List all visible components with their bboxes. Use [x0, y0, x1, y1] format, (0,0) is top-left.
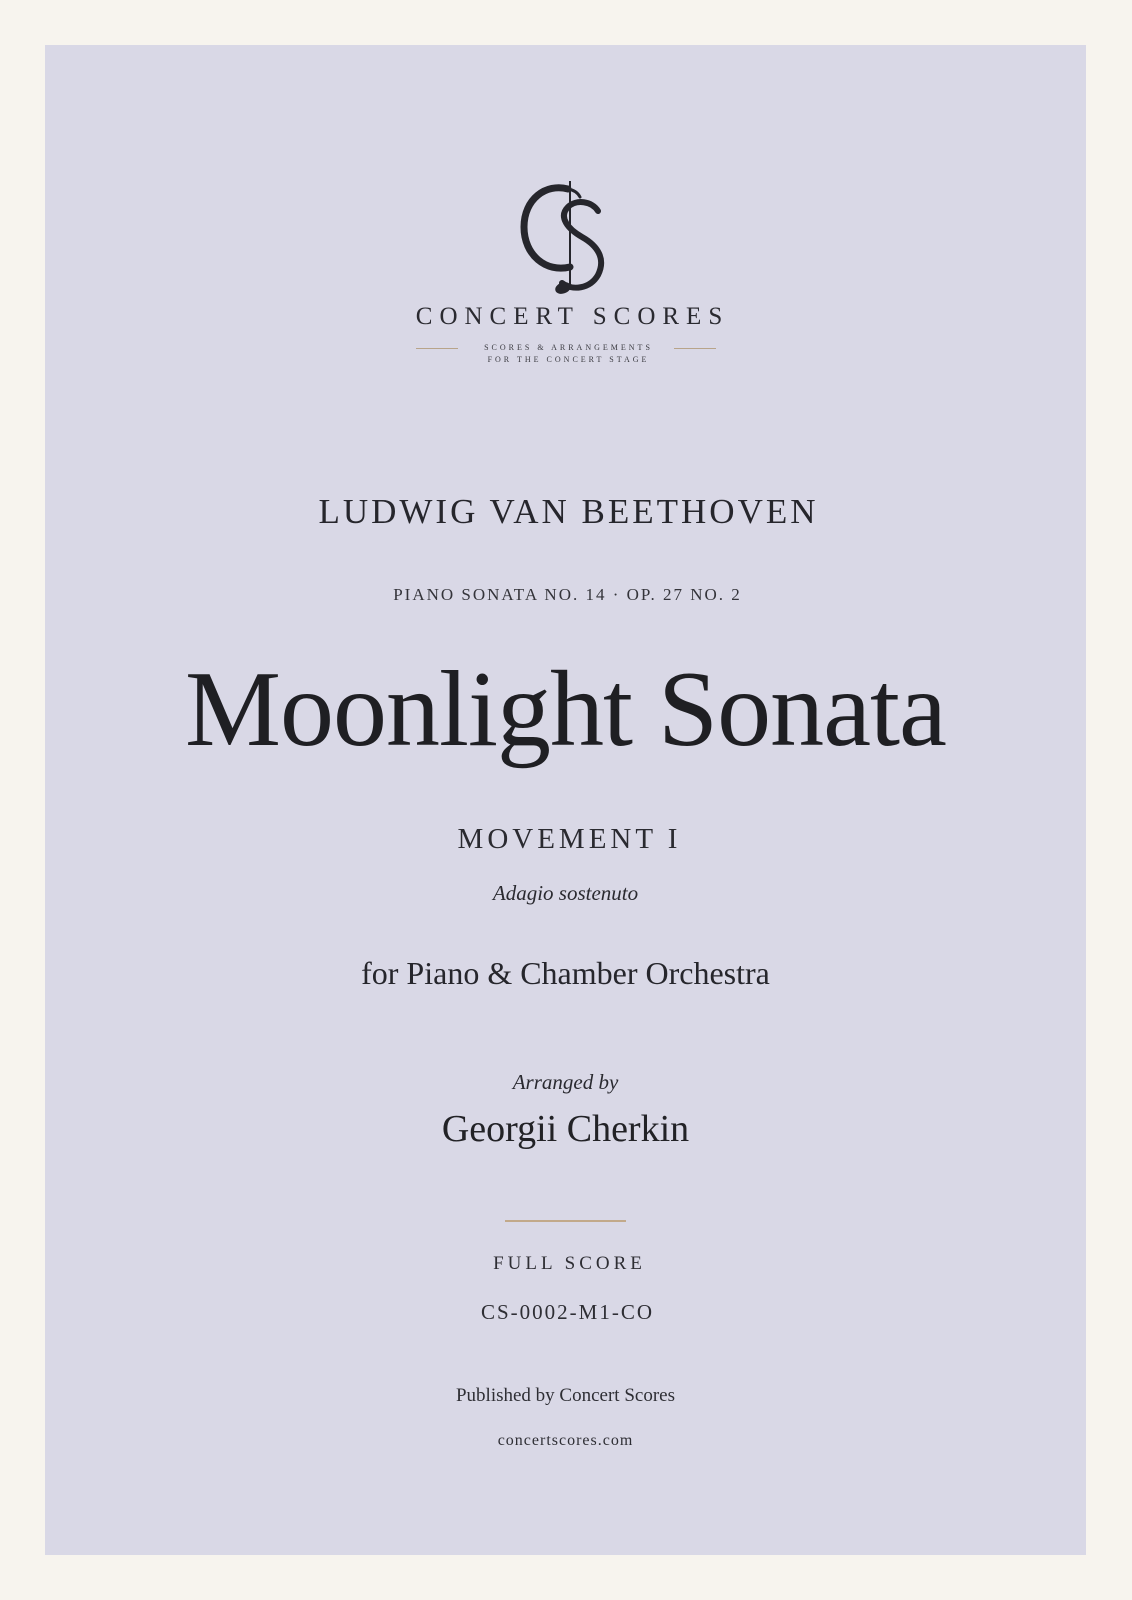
- cover-panel: [45, 45, 1086, 1555]
- score-title: Moonlight Sonata: [185, 650, 946, 769]
- work-subtitle: PIANO SONATA NO. 14 · OP. 27 NO. 2: [393, 585, 742, 604]
- movement-label: MOVEMENT I: [457, 823, 682, 855]
- brand-tagline-line1: SCORES & ARRANGEMENTS: [484, 343, 653, 352]
- tempo-marking: Adagio sostenuto: [492, 881, 639, 905]
- section-divider: [505, 1220, 626, 1222]
- website-link[interactable]: concertscores.com: [497, 1432, 634, 1449]
- publisher-line: Published by Concert Scores: [455, 1385, 675, 1406]
- brand-tagline-line2: FOR THE CONCERT STAGE: [487, 355, 650, 364]
- composer-name: LUDWIG VAN BEETHOVEN: [318, 492, 819, 531]
- cs-monogram-icon: [506, 175, 626, 305]
- brand-name: CONCERT SCORES: [415, 303, 730, 330]
- arranged-by-label: Arranged by: [512, 1070, 619, 1094]
- catalog-number: CS-0002-M1-CO: [480, 1300, 654, 1324]
- instrumentation: for Piano & Chamber Orchestra: [361, 955, 770, 991]
- edition-label: FULL SCORE: [493, 1253, 646, 1274]
- arranger-name: Georgii Cherkin: [441, 1108, 690, 1150]
